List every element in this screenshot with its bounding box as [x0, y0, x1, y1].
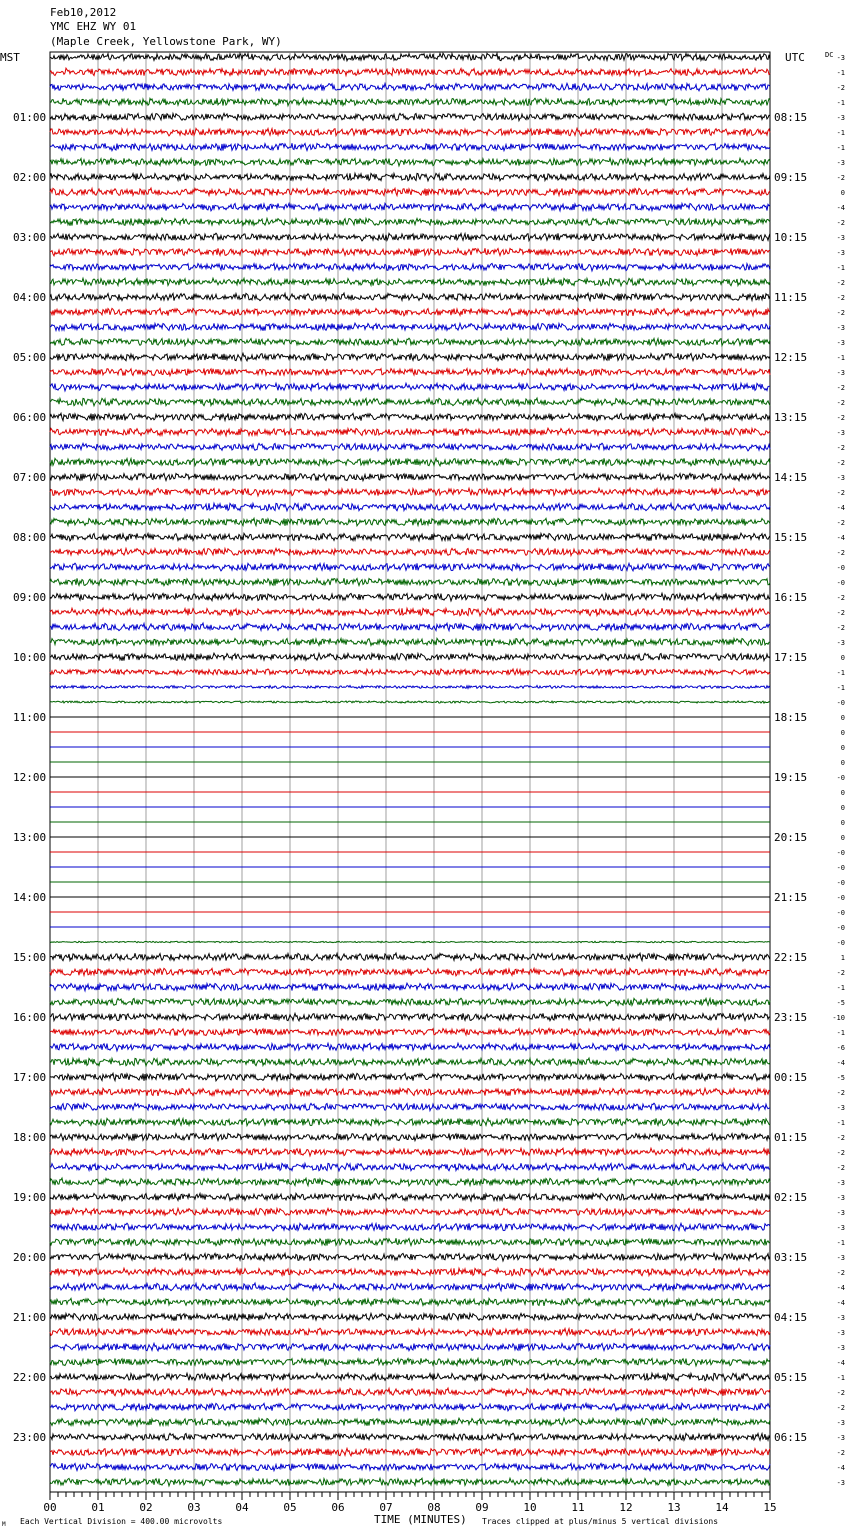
trace-line [50, 1268, 770, 1276]
trace-line [50, 968, 770, 976]
mst-hour-label: 03:00 [13, 231, 47, 244]
utc-hour-label: 20:15 [774, 831, 808, 844]
scale-note: Each Vertical Division = 400.00 microvolts [20, 1517, 223, 1526]
x-tick-label: 03 [187, 1501, 201, 1514]
trace-line [50, 1253, 770, 1261]
trace-line [50, 1343, 770, 1351]
dc-offset-label: -2 [836, 1404, 845, 1412]
trace-line [50, 338, 770, 346]
trace-line [50, 1103, 770, 1110]
header-location: (Maple Creek, Yellowstone Park, WY) [50, 35, 282, 48]
trace-line [50, 1208, 770, 1215]
dc-offset-label: -4 [836, 1299, 845, 1307]
trace-line [50, 1013, 770, 1021]
dc-offset-label: 0 [840, 789, 845, 797]
dc-offset-label: -3 [836, 474, 845, 482]
dc-offset-label: -4 [836, 504, 845, 512]
dc-offset-label: -4 [836, 1284, 845, 1292]
dc-offset-label: 0 [840, 819, 845, 827]
dc-offset-label: -1 [836, 354, 845, 362]
dc-offset-label: -2 [836, 1134, 845, 1142]
trace-line [50, 413, 770, 421]
utc-hour-label: 15:15 [774, 531, 808, 544]
trace-line [50, 1028, 770, 1035]
dc-offset-label: -4 [836, 1359, 845, 1367]
dc-offset-label: -1 [836, 1119, 845, 1127]
utc-hour-label: 06:15 [774, 1431, 808, 1444]
trace-line [50, 669, 770, 675]
trace-line [50, 293, 770, 301]
dc-offset-label: -2 [836, 399, 845, 407]
dc-offset-label: -3 [836, 324, 845, 332]
trace-line [50, 623, 770, 631]
mst-hour-label: 20:00 [13, 1251, 47, 1264]
trace-line [50, 278, 770, 286]
mst-hour-label: 06:00 [13, 411, 47, 424]
dc-offset-label: -4 [836, 204, 845, 212]
trace-line [50, 203, 770, 211]
mst-hour-label: 18:00 [13, 1131, 47, 1144]
dc-offset-label: -3 [836, 339, 845, 347]
trace-line [50, 458, 770, 466]
dc-offset-label: -1 [836, 99, 845, 107]
header-date: Feb10,2012 [50, 6, 117, 19]
trace-line [50, 1463, 770, 1470]
trace-line [50, 1148, 770, 1156]
dc-offset-label: -2 [836, 384, 845, 392]
dc-offset-label: 1 [840, 954, 845, 962]
trace-line [50, 83, 770, 91]
dc-offset-label: -0 [836, 579, 845, 587]
mst-hour-label: 14:00 [13, 891, 47, 904]
dc-offset-label: -4 [836, 534, 845, 542]
dc-offset-label: -5 [836, 999, 845, 1007]
dc-offset-label: -0 [836, 894, 845, 902]
mst-hour-label: 22:00 [13, 1371, 47, 1384]
trace-line [50, 1418, 770, 1426]
dc-offset-label: -0 [836, 774, 845, 782]
dc-offset-label: -2 [836, 1149, 845, 1157]
trace-line [50, 368, 770, 375]
x-tick-label: 06 [331, 1501, 345, 1514]
dc-offset-label: -3 [836, 1194, 845, 1202]
trace-line [50, 563, 770, 571]
dc-offset-label: -2 [836, 519, 845, 527]
x-tick-label: 09 [475, 1501, 489, 1514]
dc-offset-label: -1 [836, 1374, 845, 1382]
dc-offset-label: -2 [836, 294, 845, 302]
trace-line [50, 248, 770, 256]
trace-line [50, 1238, 770, 1245]
dc-offset-label: -2 [836, 219, 845, 227]
trace-line [50, 503, 770, 511]
trace-line [50, 983, 770, 991]
trace-line [50, 218, 770, 226]
x-tick-label: 10 [523, 1501, 537, 1514]
trace-line [50, 1388, 770, 1396]
trace-line [50, 638, 770, 646]
trace-line [50, 953, 770, 961]
trace-line [50, 1163, 770, 1171]
dc-offset-label: -2 [836, 414, 845, 422]
trace-line [50, 1478, 770, 1486]
dc-offset-label: -2 [836, 1089, 845, 1097]
dc-offset-label: -3 [836, 1479, 845, 1487]
dc-offset-label: -2 [836, 1269, 845, 1277]
trace-line [50, 128, 770, 136]
trace-line [50, 308, 770, 316]
trace-line [50, 1403, 770, 1411]
utc-hour-label: 10:15 [774, 231, 808, 244]
mst-hour-label: 15:00 [13, 951, 47, 964]
trace-line [50, 1223, 770, 1231]
mst-hour-label: 12:00 [13, 771, 47, 784]
utc-hour-label: 13:15 [774, 411, 808, 424]
mst-hour-label: 10:00 [13, 651, 47, 664]
dc-offset-label: -0 [836, 909, 845, 917]
dc-offset-label: -2 [836, 594, 845, 602]
utc-hour-label: 08:15 [774, 111, 808, 124]
dc-offset-label: 0 [840, 729, 845, 737]
dc-offset-label: -1 [836, 129, 845, 137]
x-tick-label: 00 [43, 1501, 57, 1514]
utc-hour-label: 05:15 [774, 1371, 808, 1384]
mst-hour-label: 04:00 [13, 291, 47, 304]
mst-hour-label: 01:00 [13, 111, 47, 124]
dc-offset-label: -2 [836, 549, 845, 557]
dc-offset-label: -2 [836, 174, 845, 182]
trace-line [50, 488, 770, 496]
trace-line [50, 518, 770, 526]
utc-hour-label: 12:15 [774, 351, 808, 364]
trace-line [50, 353, 770, 361]
trace-line [50, 1043, 770, 1051]
dc-offset-label: -0 [836, 864, 845, 872]
dc-offset-label: -3 [836, 369, 845, 377]
trace-line [50, 188, 770, 196]
trace-line [50, 1328, 770, 1336]
dc-offset-label: -0 [836, 879, 845, 887]
dc-offset-label: -2 [836, 444, 845, 452]
trace-line [50, 1448, 770, 1456]
trace-line [50, 1133, 770, 1140]
dc-offset-label: -2 [836, 1449, 845, 1457]
dc-offset-label: -3 [836, 54, 845, 62]
dc-offset-label: 0 [840, 714, 845, 722]
dc-offset-label: -3 [836, 234, 845, 242]
mst-hour-label: 21:00 [13, 1311, 47, 1324]
utc-hour-labels [774, 111, 807, 1444]
utc-hour-label: 03:15 [774, 1251, 808, 1264]
dc-offset-label: 0 [840, 804, 845, 812]
trace-line [50, 53, 770, 61]
dc-offset-label: 0 [840, 654, 845, 662]
dc-offset-labels [832, 54, 845, 1487]
trace-line [50, 578, 770, 585]
trace-line [50, 701, 770, 703]
dc-offset-label: -3 [836, 1224, 845, 1232]
trace-line [50, 1118, 770, 1126]
trace-line [50, 428, 770, 436]
utc-hour-label: 11:15 [774, 291, 808, 304]
dc-offset-label: -2 [836, 279, 845, 287]
dc-offset-label: -0 [836, 924, 845, 932]
x-tick-label: 11 [571, 1501, 585, 1514]
dc-offset-label: -2 [836, 609, 845, 617]
utc-hour-label: 23:15 [774, 1011, 808, 1024]
utc-hour-label: 21:15 [774, 891, 808, 904]
header-station: YMC EHZ WY 01 [50, 20, 137, 33]
dc-offset-label: -3 [836, 159, 845, 167]
trace-line [50, 1178, 770, 1186]
trace-line [50, 233, 770, 241]
x-tick-label: 08 [427, 1501, 441, 1514]
utc-hour-label: 02:15 [774, 1191, 808, 1204]
utc-hour-label: 16:15 [774, 591, 808, 604]
dc-offset-label: -4 [836, 1059, 845, 1067]
trace-line [50, 398, 770, 406]
mst-hour-label: 11:00 [13, 711, 47, 724]
trace-line [50, 1283, 770, 1291]
trace-line [50, 473, 770, 480]
dc-offset-label: -1 [836, 1239, 845, 1247]
dc-offset-label: -1 [836, 684, 845, 692]
dc-offset-label: -2 [836, 1164, 845, 1172]
dc-offset-label: -3 [836, 1329, 845, 1337]
trace-line [50, 1073, 770, 1081]
dc-offset-label: -0 [836, 564, 845, 572]
mst-hour-label: 19:00 [13, 1191, 47, 1204]
dc-offset-label: -1 [836, 984, 845, 992]
dc-offset-label: -1 [836, 144, 845, 152]
dc-offset-label: -3 [836, 429, 845, 437]
mst-hour-label: 17:00 [13, 1071, 47, 1084]
dc-offset-label: -3 [836, 1344, 845, 1352]
dc-offset-label: -5 [836, 1074, 845, 1082]
dc-offset-label: 0 [840, 744, 845, 752]
dc-offset-label: -2 [836, 969, 845, 977]
trace-line [50, 653, 770, 661]
trace-line [50, 998, 770, 1006]
dc-offset-label: 0 [840, 834, 845, 842]
trace-line [50, 941, 770, 943]
dc-offset-label: -3 [836, 1104, 845, 1112]
dc-offset-label: -1 [836, 264, 845, 272]
trace-line [50, 686, 770, 689]
x-axis [43, 1492, 776, 1514]
dc-offset-label: -2 [836, 459, 845, 467]
dc-offset-label: -3 [836, 1434, 845, 1442]
right-timezone-label: UTC [785, 51, 805, 64]
trace-line [50, 608, 770, 616]
dc-offset-label: -2 [836, 1389, 845, 1397]
dc-label: DC [825, 51, 834, 59]
left-timezone-label: MST [0, 51, 20, 64]
dc-offset-label: -3 [836, 1179, 845, 1187]
dc-offset-label: -0 [836, 939, 845, 947]
utc-hour-label: 14:15 [774, 471, 808, 484]
dc-offset-label: -2 [836, 309, 845, 317]
trace-line [50, 173, 770, 181]
utc-hour-label: 04:15 [774, 1311, 808, 1324]
trace-line [50, 98, 770, 106]
trace-line [50, 1373, 770, 1381]
mst-hour-label: 07:00 [13, 471, 47, 484]
trace-line [50, 1058, 770, 1066]
dc-offset-label: -2 [836, 84, 845, 92]
trace-line [50, 383, 770, 391]
dc-offset-label: -2 [836, 489, 845, 497]
trace-line [50, 113, 770, 121]
dc-offset-label: -0 [836, 699, 845, 707]
trace-line [50, 1088, 770, 1096]
mst-hour-label: 13:00 [13, 831, 47, 844]
clip-note: Traces clipped at plus/minus 5 vertical divisions [482, 1517, 719, 1526]
trace-line [50, 443, 770, 451]
dc-offset-label: -1 [836, 69, 845, 77]
x-tick-label: 07 [379, 1501, 393, 1514]
x-tick-label: 13 [667, 1501, 681, 1514]
dc-offset-label: -10 [832, 1014, 845, 1022]
mst-hour-label: 16:00 [13, 1011, 47, 1024]
utc-hour-label: 00:15 [774, 1071, 808, 1084]
dc-offset-label: -3 [836, 1209, 845, 1217]
x-tick-label: 04 [235, 1501, 249, 1514]
trace-line [50, 158, 770, 166]
trace-group [50, 53, 770, 1486]
x-tick-label: 15 [763, 1501, 777, 1514]
dc-offset-label: -3 [836, 1419, 845, 1427]
mst-hour-label: 05:00 [13, 351, 47, 364]
dc-offset-label: -1 [836, 669, 845, 677]
dc-offset-label: -1 [836, 1029, 845, 1037]
x-axis-title: TIME (MINUTES) [374, 1513, 467, 1526]
utc-hour-label: 17:15 [774, 651, 808, 664]
trace-line [50, 1313, 770, 1321]
utc-hour-label: 09:15 [774, 171, 808, 184]
dc-offset-label: -3 [836, 114, 845, 122]
dc-offset-label: -2 [836, 624, 845, 632]
mst-hour-label: 02:00 [13, 171, 47, 184]
dc-offset-label: -3 [836, 639, 845, 647]
trace-line [50, 1193, 770, 1201]
trace-line [50, 1433, 770, 1441]
trace-line [50, 1358, 770, 1366]
trace-line [50, 533, 770, 541]
x-tick-label: 12 [619, 1501, 633, 1514]
utc-hour-label: 19:15 [774, 771, 808, 784]
x-tick-label: 05 [283, 1501, 297, 1514]
corner-mark: M [2, 1521, 6, 1528]
mst-hour-label: 08:00 [13, 531, 47, 544]
dc-offset-label: -3 [836, 1314, 845, 1322]
x-tick-label: 14 [715, 1501, 729, 1514]
x-tick-label: 01 [91, 1501, 105, 1514]
trace-line [50, 593, 770, 601]
mst-hour-labels [13, 111, 46, 1444]
utc-hour-label: 18:15 [774, 711, 808, 724]
trace-line [50, 143, 770, 150]
dc-offset-label: -0 [836, 849, 845, 857]
utc-hour-label: 01:15 [774, 1131, 808, 1144]
trace-line [50, 548, 770, 555]
mst-hour-label: 09:00 [13, 591, 47, 604]
dc-offset-label: -3 [836, 1254, 845, 1262]
trace-line [50, 323, 770, 331]
dc-offset-label: -3 [836, 249, 845, 257]
dc-offset-label: -4 [836, 1464, 845, 1472]
mst-hour-label: 23:00 [13, 1431, 47, 1444]
dc-offset-label: -6 [836, 1044, 845, 1052]
dc-offset-label: 0 [840, 189, 845, 197]
x-tick-label: 02 [139, 1501, 153, 1514]
trace-line [50, 263, 770, 271]
trace-line [50, 1298, 770, 1306]
dc-offset-label: 0 [840, 759, 845, 767]
trace-line [50, 68, 770, 76]
utc-hour-label: 22:15 [774, 951, 808, 964]
